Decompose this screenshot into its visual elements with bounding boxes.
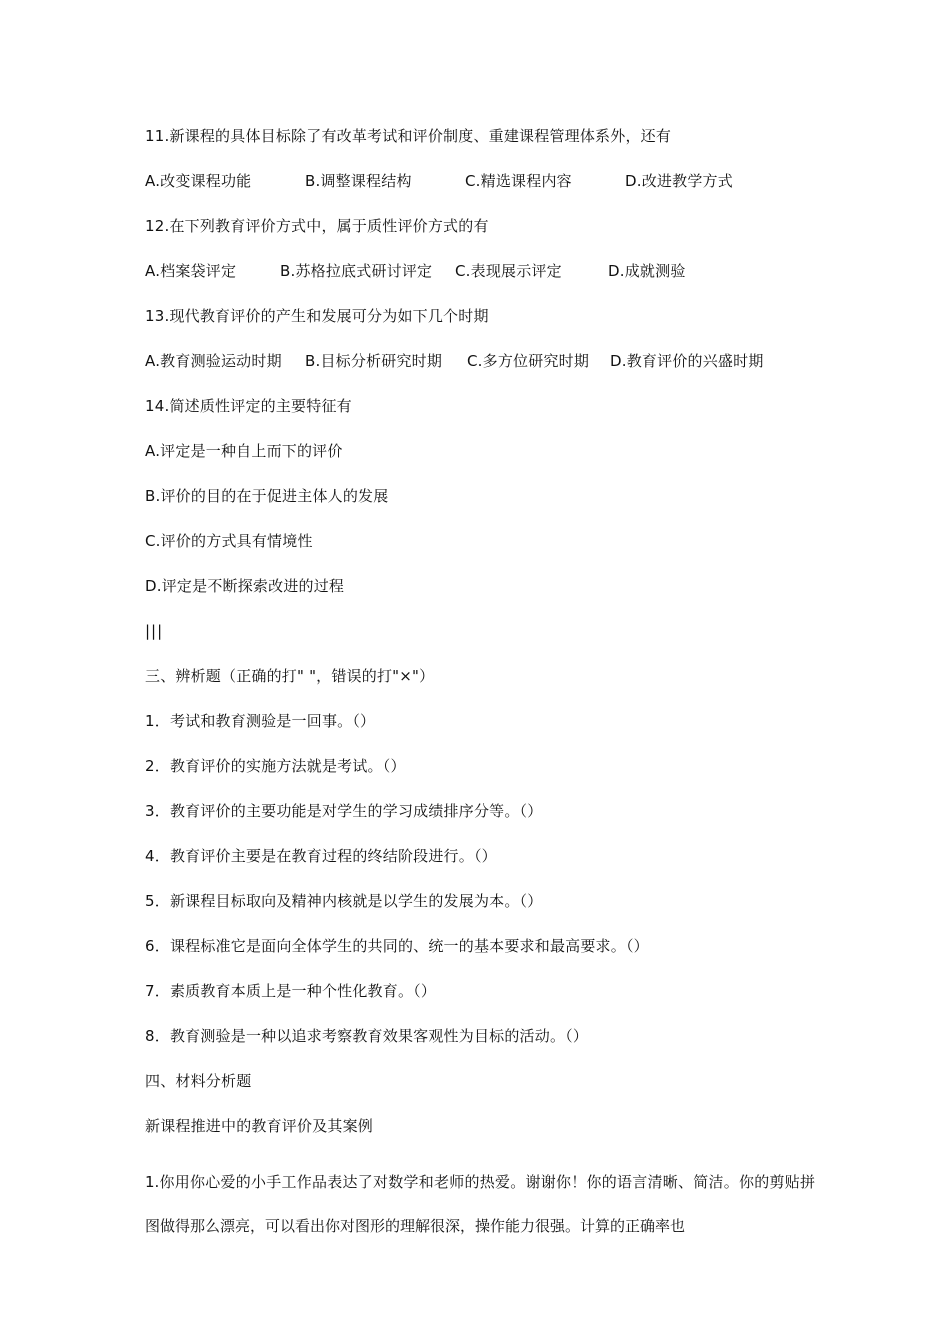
option-d: D.教育评价的兴盛时期 [610,352,764,370]
question-11-options [145,170,825,215]
true-false-item: 4．教育评价主要是在教育过程的终结阶段进行。（） [145,847,497,865]
option-c: C.评价的方式具有情境性 [145,532,313,550]
option-b: B.目标分析研究时期 [305,352,443,370]
option-b: B.调整课程结构 [305,172,412,190]
question-12-options [145,260,825,305]
case-subtitle: 新课程推进中的教育评价及其案例 [145,1117,374,1135]
option-d: D.改进教学方式 [625,172,733,190]
question-14-stem: 14.简述质性评定的主要特征有 [145,397,352,415]
option-a: A.评定是一种自上而下的评价 [145,442,343,460]
true-false-item: 5．新课程目标取向及精神内核就是以学生的发展为本。（） [145,892,543,910]
option-a: A.教育测验运动时期 [145,352,282,370]
option-b: B.评价的目的在于促进主体人的发展 [145,487,389,505]
question-13-options [145,350,825,395]
document-page [145,125,825,1248]
true-false-item: 8．教育测验是一种以追求考察教育效果客观性为目标的活动。（） [145,1027,589,1045]
option-a: A.改变课程功能 [145,172,252,190]
true-false-item: 7．素质教育本质上是一种个性化教育。（） [145,982,437,1000]
true-false-item: 3．教育评价的主要功能是对学生的学习成绩排序分等。（） [145,802,543,820]
option-c: C.精选课程内容 [465,172,572,190]
question-11-stem: 11.新课程的具体目标除了有改革考试和评价制度、重建课程管理体系外，还有 [145,127,672,145]
option-b: B.苏格拉底式研讨评定 [280,262,433,280]
case-paragraph: 1.你用你心爱的小手工作品表达了对数学和老师的热爱。谢谢你！你的语言清晰、简洁。你的剪贴拼图做得那么漂亮，可以看出你对图形的理解很深，操作能力很强。计算的正确率也 [145,1173,815,1235]
section-3-heading: 三、辨析题（正确的打" "，错误的打"×"） [145,667,435,685]
question-12-stem: 12.在下列教育评价方式中，属于质性评价方式的有 [145,217,489,235]
option-a: A.档案袋评定 [145,262,237,280]
section-4-heading: 四、材料分析题 [145,1072,252,1090]
true-false-item: 1．考试和教育测验是一回事。（） [145,712,376,730]
question-13-stem: 13.现代教育评价的产生和发展可分为如下几个时期 [145,307,489,325]
true-false-item: 6．课程标准它是面向全体学生的共同的、统一的基本要求和最高要求。（） [145,937,649,955]
option-c: C.多方位研究时期 [467,352,590,370]
option-d: D.评定是不断探索改进的过程 [145,577,345,595]
separator: ||| [145,622,164,640]
option-d: D.成就测验 [608,262,686,280]
true-false-item: 2．教育评价的实施方法就是考试。（） [145,757,406,775]
option-c: C.表现展示评定 [455,262,562,280]
